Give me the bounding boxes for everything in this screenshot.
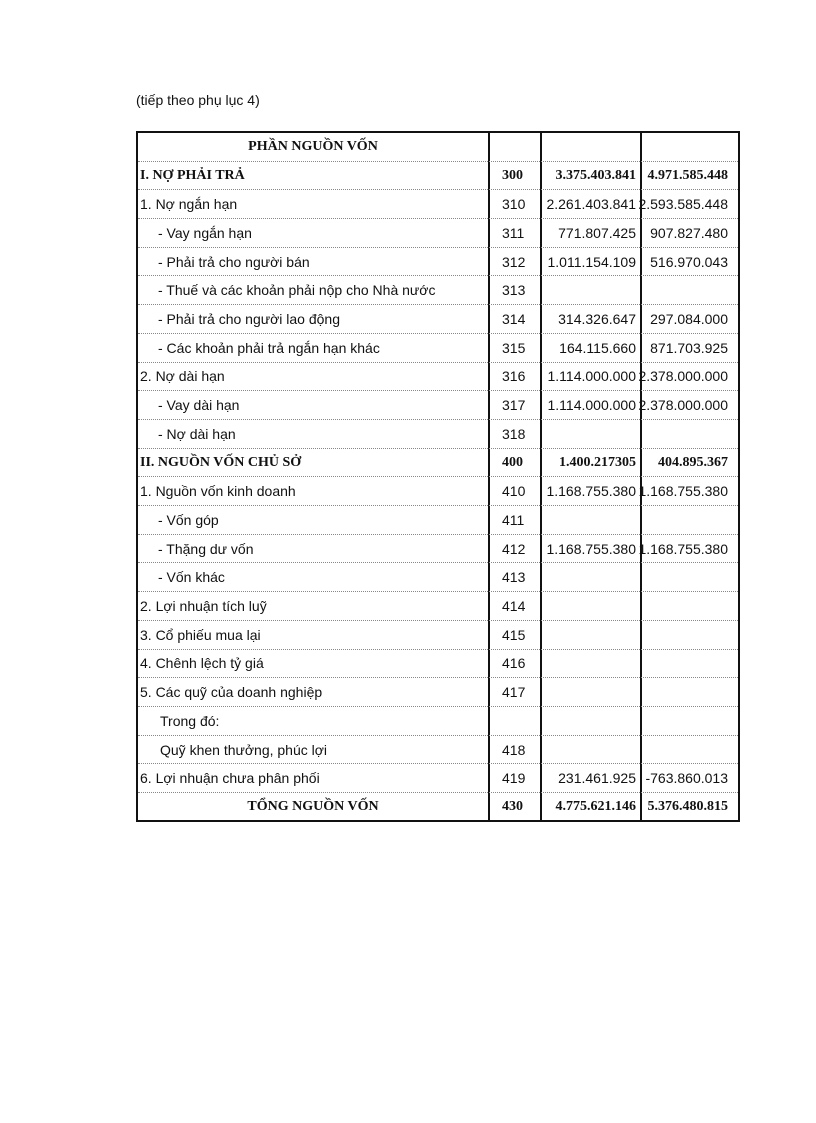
row-value-1: 1.168.755.380 [546,483,636,500]
table-row [138,477,738,506]
row-value-1: 231.461.925 [558,770,636,787]
row-name: 2. Nợ dài hạn [140,368,225,385]
row-code: 313 [502,282,526,299]
row-name: - Vốn khác [158,569,225,586]
row-value-2 [632,506,736,534]
row-value-2: 871.703.925 [650,339,728,356]
row-value-2: 907.827.480 [650,224,728,241]
row-name: 6. Lợi nhuận chưa phân phối [140,770,320,787]
row-code: 416 [502,655,526,672]
row-value-1 [512,592,638,620]
row-name: - Các khoản phải trả ngắn hạn khác [158,339,380,356]
row-code: 412 [502,540,526,557]
row-name: 4. Chênh lệch tỷ giá [140,655,264,672]
table-row [138,506,738,535]
row-name: I. NỢ PHẢI TRẢ [140,167,245,183]
row-value-2 [632,678,736,706]
row-value-2 [632,650,736,678]
row-name: 2. Lợi nhuận tích luỹ [140,598,267,615]
row-code: 419 [502,770,526,787]
row-name: TỔNG NGUỒN VỐN [247,799,379,815]
row-value-2 [632,736,736,764]
row-value-2 [632,564,736,592]
row-value-2: 516.970.043 [650,253,728,270]
row-code: 414 [502,598,526,615]
row-name: PHẦN NGUỒN VỐN [248,138,378,154]
table-row [138,133,738,162]
row-value-1: 1.400.217305 [559,454,636,470]
row-code: 311 [502,224,525,241]
row-value-2: 297.084.000 [650,311,728,328]
row-code: 415 [502,626,526,643]
row-value-2 [632,621,736,649]
row-value-1: 4.775.621.146 [555,799,636,815]
table-row [138,391,738,420]
row-value-2: 2.378.000.000 [638,397,728,414]
table-row [138,736,738,765]
row-code: 310 [502,196,526,213]
table-row [138,190,738,219]
row-value-2: 2.378.000.000 [638,368,728,385]
table-row [138,219,738,248]
row-value-2: 1.168.755.380 [638,540,728,557]
row-value-1: 164.115.660 [559,339,636,356]
row-code: 315 [502,339,526,356]
row-value-1 [512,506,638,534]
table-row [138,707,738,736]
row-code: 400 [502,454,523,470]
table-row [138,650,738,679]
row-value-1 [512,650,638,678]
row-code: 418 [502,741,526,758]
row-value-2 [632,707,736,735]
row-name: II. NGUỒN VỐN CHỦ SỞ [140,454,302,470]
table-row [138,592,738,621]
row-value-1: 3.375.403.841 [555,167,636,183]
row-name: - Thặng dư vốn [158,540,254,557]
row-value-1 [512,678,638,706]
table-row [138,420,738,449]
row-code: 312 [502,253,526,270]
row-value-1 [512,420,638,448]
row-code: 413 [502,569,526,586]
row-value-1 [512,621,638,649]
row-value-1: 1.114.000.000 [547,397,636,414]
table-row [138,248,738,277]
row-code: 410 [502,483,526,500]
row-value-1: 2.261.403.841 [546,196,636,213]
row-name: Trong đó: [160,712,220,729]
row-value-1: 314.326.647 [558,311,636,328]
row-name: 1. Nguồn vốn kinh doanh [140,483,296,500]
table-row [138,305,738,334]
row-value-2: 1.168.755.380 [638,483,728,500]
row-value-1 [512,564,638,592]
row-name: - Vay dài hạn [158,397,240,414]
row-name: - Vốn góp [158,511,219,528]
row-value-2 [632,420,736,448]
row-value-2: 5.376.480.815 [647,799,728,815]
row-value-1 [512,707,638,735]
row-value-2: 4.971.585.448 [647,167,728,183]
row-code: 300 [502,167,523,183]
row-value-1 [512,736,638,764]
row-value-2: -763.860.013 [645,770,728,787]
row-code: 417 [502,684,526,701]
table-row [138,621,738,650]
row-name: - Phải trả cho người lao động [158,311,340,328]
table-row [138,363,738,392]
table-row [138,449,738,478]
table-row [138,535,738,564]
balance-sheet-table [136,131,740,822]
caption: (tiếp theo phụ lục 4) [136,92,260,108]
row-value-1 [512,277,638,305]
row-value-1: 1.114.000.000 [547,368,636,385]
row-value-2: 2.593.585.448 [638,196,728,213]
row-name: - Thuế và các khoản phải nộp cho Nhà nước [158,282,436,299]
row-code: 430 [502,799,523,815]
row-value-2 [632,592,736,620]
row-code: 411 [502,511,525,528]
table-row [138,564,738,593]
row-name: - Nợ dài hạn [158,425,236,442]
row-code: 317 [502,397,526,414]
table-row [138,678,738,707]
row-name: 1. Nợ ngắn hạn [140,196,238,213]
row-code: 314 [502,311,526,328]
row-value-1: 1.168.755.380 [546,540,636,557]
table-row [138,334,738,363]
row-name: - Phải trả cho người bán [158,253,310,270]
table-row [138,793,738,822]
table-row [138,162,738,191]
row-value-2 [632,277,736,305]
row-value-1: 771.807.425 [558,224,636,241]
row-name: 5. Các quỹ của doanh nghiệp [140,684,323,701]
row-name: 3. Cổ phiếu mua lại [140,626,261,643]
table-row [138,277,738,306]
row-value-2: 404.895.367 [658,454,728,470]
row-code: 316 [502,368,526,385]
row-name: - Vay ngắn hạn [158,224,252,241]
row-value-1: 1.011.154.109 [547,253,636,270]
table-row [138,764,738,793]
row-code: 318 [502,425,526,442]
row-name: Quỹ khen thưởng, phúc lợi [160,741,328,758]
